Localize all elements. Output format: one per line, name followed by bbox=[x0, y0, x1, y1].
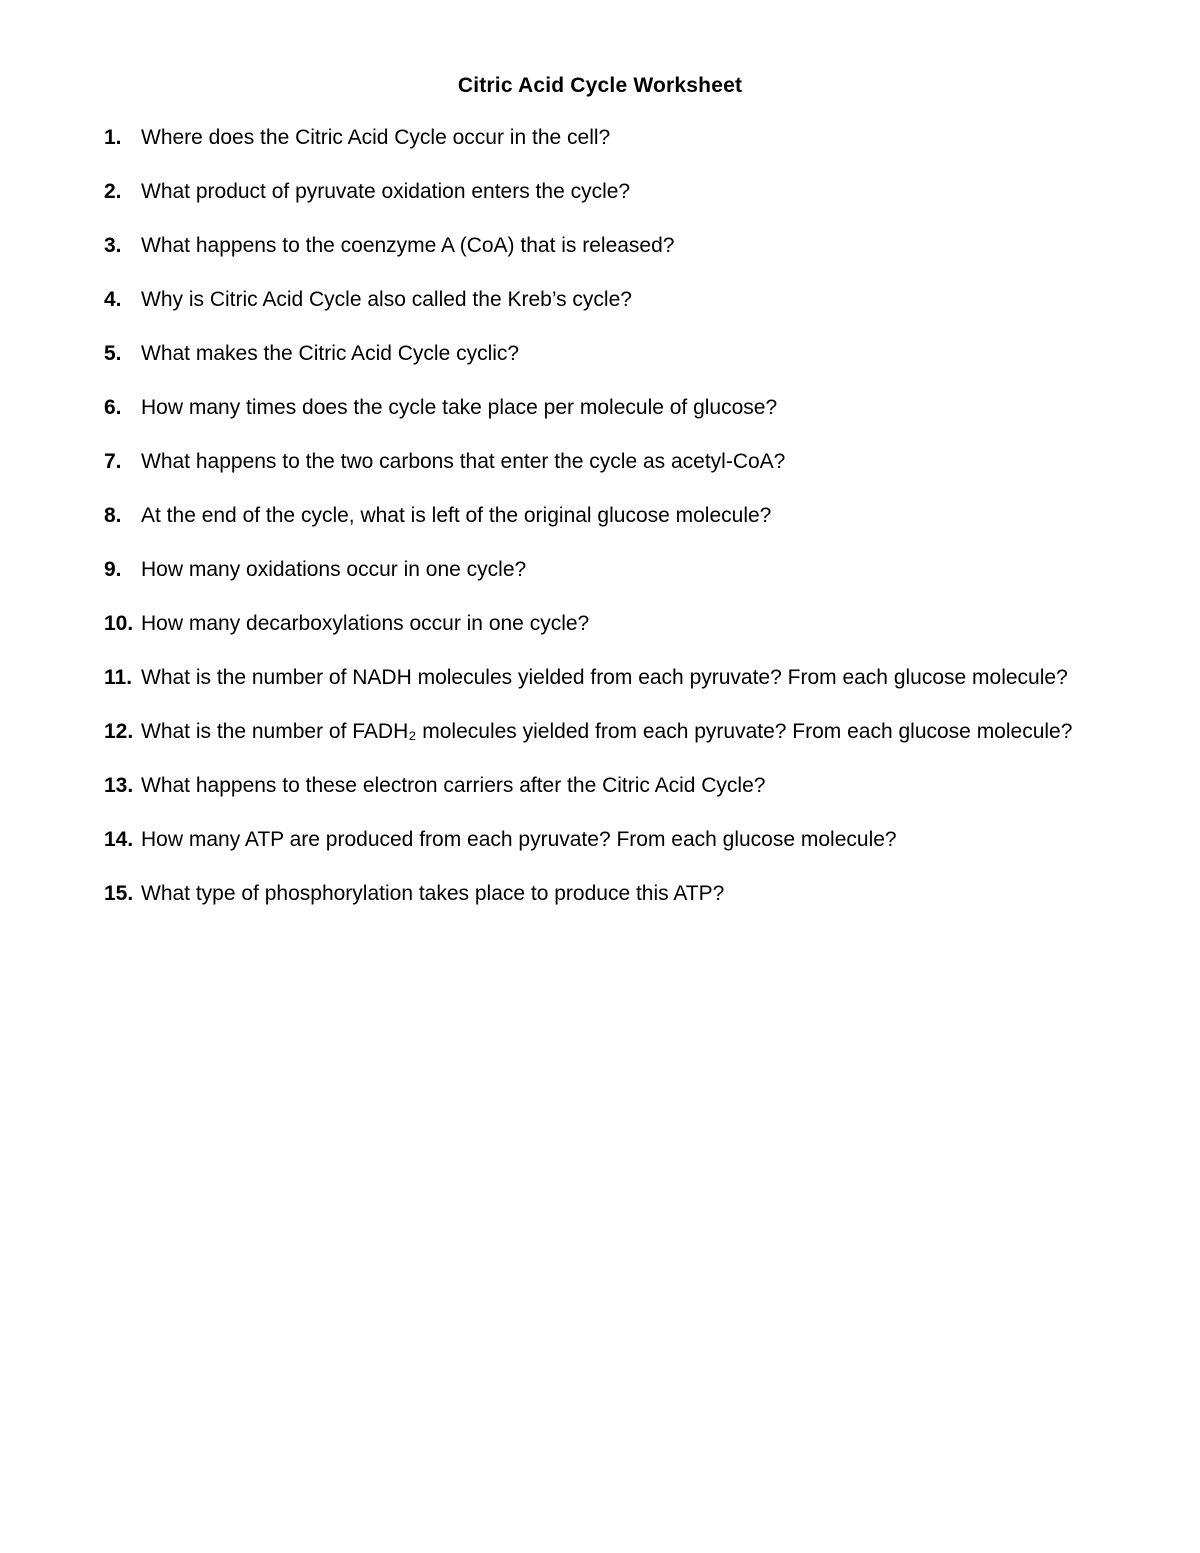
question-text: What is the number of NADH molecules yielded from each pyruvate? From each glucose molecule? bbox=[141, 666, 1068, 689]
question-item bbox=[104, 502, 1104, 530]
question-text: What is the number of FADH₂ molecules yielded from each pyruvate? From each glucose molecule? bbox=[141, 720, 1073, 743]
question-number: 4. bbox=[104, 288, 122, 311]
question-text: What happens to the two carbons that enter the cycle as acetyl-CoA? bbox=[141, 450, 786, 473]
question-item bbox=[104, 232, 1104, 260]
question-text: What happens to the coenzyme A (CoA) that is released? bbox=[141, 234, 675, 257]
question-text: What product of pyruvate oxidation enters the cycle? bbox=[141, 180, 631, 203]
question-text: What makes the Citric Acid Cycle cyclic? bbox=[141, 342, 520, 365]
question-text: Where does the Citric Acid Cycle occur in the cell? bbox=[141, 126, 611, 149]
question-number: 1. bbox=[104, 126, 122, 149]
question-item bbox=[104, 178, 1104, 206]
page-title: Citric Acid Cycle Worksheet bbox=[457, 74, 743, 97]
question-number: 6. bbox=[104, 396, 122, 419]
question-number: 3. bbox=[104, 234, 122, 257]
question-item bbox=[104, 448, 1104, 476]
question-number: 11. bbox=[104, 666, 133, 689]
question-number: 10. bbox=[104, 612, 134, 635]
question-number: 14. bbox=[104, 828, 134, 851]
question-text: At the end of the cycle, what is left of the original glucose molecule? bbox=[141, 504, 772, 527]
question-text: What happens to these electron carriers after the Citric Acid Cycle? bbox=[141, 774, 766, 797]
question-number: 8. bbox=[104, 504, 122, 527]
question-item bbox=[104, 664, 1104, 692]
question-number: 2. bbox=[104, 180, 122, 203]
question-text: How many decarboxylations occur in one cycle? bbox=[141, 612, 590, 635]
question-item bbox=[104, 772, 1104, 800]
question-list bbox=[104, 124, 1104, 934]
question-item bbox=[104, 340, 1104, 368]
question-text: Why is Citric Acid Cycle also called the Kreb’s cycle? bbox=[141, 288, 632, 311]
question-item bbox=[104, 610, 1104, 638]
question-item bbox=[104, 286, 1104, 314]
question-item bbox=[104, 826, 1104, 854]
question-item bbox=[104, 124, 1104, 152]
question-number: 13. bbox=[104, 774, 134, 797]
question-item bbox=[104, 718, 1104, 746]
question-item bbox=[104, 880, 1104, 908]
question-item bbox=[104, 394, 1104, 422]
question-text: How many ATP are produced from each pyruvate? From each glucose molecule? bbox=[141, 828, 897, 851]
question-text: How many oxidations occur in one cycle? bbox=[141, 558, 527, 581]
question-number: 5. bbox=[104, 342, 122, 365]
question-text: How many times does the cycle take place per molecule of glucose? bbox=[141, 396, 778, 419]
question-number: 9. bbox=[104, 558, 122, 581]
question-item bbox=[104, 556, 1104, 584]
question-number: 7. bbox=[104, 450, 122, 473]
question-number: 12. bbox=[104, 720, 134, 743]
question-number: 15. bbox=[104, 882, 134, 905]
question-text: What type of phosphorylation takes place to produce this ATP? bbox=[141, 882, 725, 905]
